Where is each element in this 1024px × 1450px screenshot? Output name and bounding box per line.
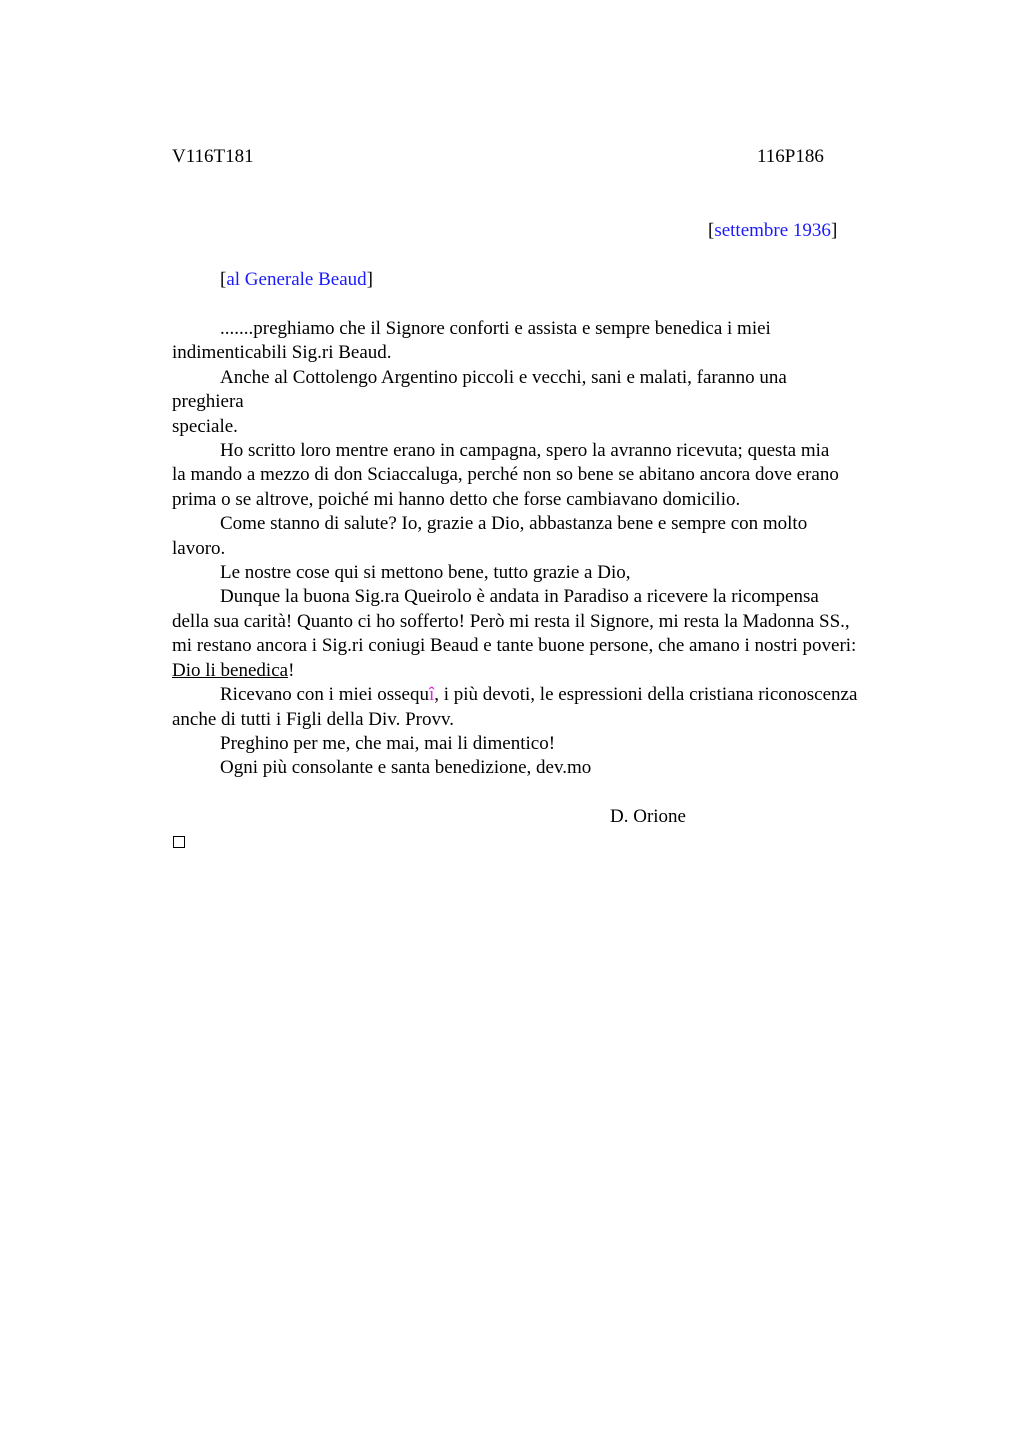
paragraph-1 — [172, 317, 912, 366]
signature: D. Orione — [610, 806, 686, 827]
line: Le nostre cose qui si mettono bene, tutto grazie a Dio, — [220, 562, 631, 584]
date-line — [708, 220, 837, 242]
recipient-text: al Generale Beaud — [226, 269, 367, 290]
line: Come stanno di salute? Io, grazie a Dio, abbastanza bene e sempre con molto — [220, 513, 808, 535]
line: indimenticabili Sig.ri Beaud. — [172, 342, 392, 364]
line: Preghino per me, che mai, mai li dimentico! — [220, 732, 556, 754]
checkbox-icon — [173, 836, 185, 848]
line: la mando a mezzo di don Sciaccaluga, perché non so bene se abitano ancora dove erano — [172, 464, 839, 486]
line-start: Ricevano con i miei ossequ — [220, 684, 429, 706]
line: Dunque la buona Sig.ra Queirolo è andata in Paradiso a ricevere la ricompensa — [220, 586, 819, 608]
paragraph-8 — [172, 732, 912, 756]
paragraph-5 — [172, 561, 912, 585]
line: speciale. — [172, 415, 238, 437]
line: .......preghiamo che il Signore conforti e assista e sempre benedica i miei — [220, 318, 771, 339]
line: lavoro. — [172, 537, 226, 559]
highlighted-character: î — [428, 684, 435, 706]
line: della sua carità! Quanto ci ho sofferto! Però mi resta il Signore, mi resta la Madonna SS., — [172, 610, 850, 632]
line-end: , i più devoti, le espressioni della cristiana riconoscenza — [434, 684, 858, 706]
line: prima o se altrove, poiché mi hanno detto che forse cambiavano domicilio. — [172, 488, 741, 510]
underlined-blessing: Dio li benedica — [172, 659, 289, 681]
paragraph-7 — [172, 683, 912, 732]
date-text: settembre 1936 — [714, 220, 831, 241]
line: Ogni più consolante e santa benedizione, dev.mo — [220, 757, 592, 779]
date-bracket-open: [ — [708, 220, 715, 241]
date-bracket-close: ] — [830, 220, 838, 241]
paragraph-9 — [172, 756, 912, 780]
paragraph-6 — [172, 585, 912, 683]
recipient-bracket-open: [ — [220, 269, 227, 290]
paragraph-4 — [172, 512, 912, 561]
paragraph-2 — [172, 366, 912, 439]
paragraph-3 — [172, 439, 912, 512]
recipient-bracket-close: ] — [366, 269, 373, 290]
line: Ho scritto loro mentre erano in campagna, spero la avranno ricevuta; questa mia — [220, 440, 830, 462]
recipient-line — [220, 269, 373, 291]
letter-body — [172, 317, 912, 781]
line: mi restano ancora i Sig.ri coniugi Beaud e tante buone persone, che amano i nostri poveri: — [172, 635, 857, 657]
exclamation: ! — [288, 659, 295, 681]
document-code-left: V116T181 — [172, 146, 254, 167]
document-code-right: 116P186 — [757, 146, 824, 167]
line: anche di tutti i Figli della Div. Provv. — [172, 708, 454, 730]
line: preghiera — [172, 391, 244, 413]
line: Anche al Cottolengo Argentino piccoli e vecchi, sani e malati, faranno una — [220, 366, 787, 388]
